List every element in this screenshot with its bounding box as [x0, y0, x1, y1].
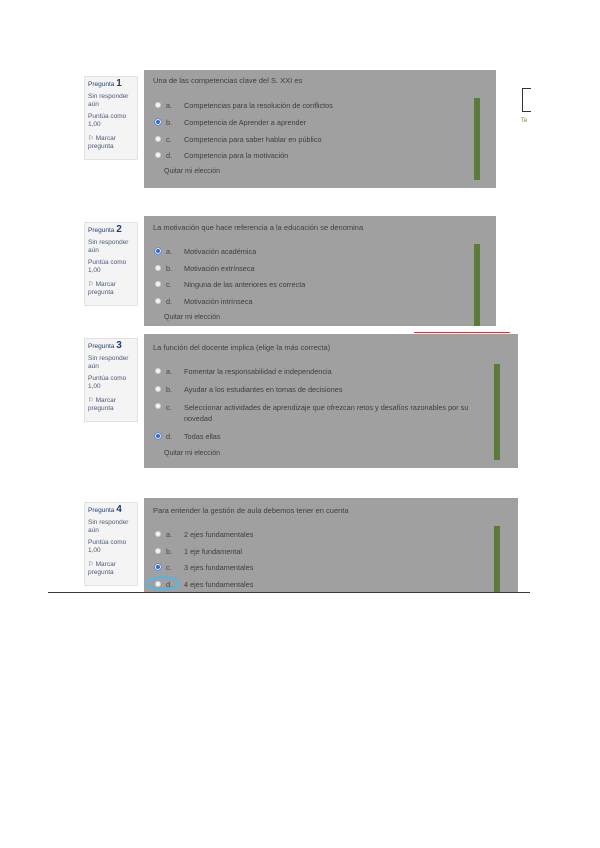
option-b[interactable]: b. 1 eje fundamental — [155, 547, 242, 556]
question-number: 3 — [116, 340, 122, 351]
highlight-circle-annotation — [146, 576, 180, 590]
clear-choice-link[interactable]: Quitar mi elección — [164, 450, 221, 457]
question-info-1 — [84, 76, 138, 160]
top-red-line — [414, 332, 510, 333]
radio-selected-icon[interactable] — [155, 433, 161, 439]
question-state: Sin responder aún — [88, 355, 129, 370]
radio-icon[interactable] — [155, 531, 161, 537]
question-card-1 — [144, 70, 496, 188]
question-text: La motivación que hace referencia a la educación se denomina — [153, 223, 364, 232]
question-text: Para entender la gestión de aula debemos tener en cuenta — [153, 506, 349, 515]
question-info-4 — [84, 502, 138, 586]
question-card-2 — [144, 216, 496, 326]
flag-question-link[interactable]: ⚐ Marcar pregunta — [88, 281, 116, 296]
question-1-screenshot — [78, 70, 530, 188]
question-score: Puntúa como 1,00 — [88, 375, 127, 390]
question-label: Pregunta — [88, 507, 115, 514]
clear-choice-link[interactable]: Quitar mi elección — [164, 314, 221, 321]
option-b[interactable]: b. Motivación extrínseca — [155, 264, 255, 273]
flag-icon: ⚐ — [88, 135, 94, 142]
option-c[interactable]: c. Competencia para saber hablar en público — [155, 135, 322, 144]
question-2-screenshot — [78, 216, 518, 326]
question-card-3 — [144, 334, 518, 468]
option-c[interactable]: c. Seleccionar actividades de aprendizaje que ofrezcan retos y desafíos razonables por su novedad — [155, 402, 473, 424]
question-number: 1 — [116, 78, 122, 89]
bottom-divider — [48, 592, 530, 593]
scrollbar[interactable] — [494, 364, 500, 460]
radio-icon[interactable] — [155, 298, 161, 304]
radio-icon[interactable] — [155, 548, 161, 554]
option-d[interactable]: d. 4 ejes fundamentales — [155, 580, 253, 589]
question-score: Puntúa como 1,00 — [88, 113, 127, 128]
option-c[interactable]: c. 3 ejes fundamentales — [155, 563, 253, 572]
flag-icon: ⚐ — [88, 561, 94, 568]
scrollbar[interactable] — [494, 526, 500, 592]
question-label: Pregunta — [88, 343, 115, 350]
question-state: Sin responder aún — [88, 239, 129, 254]
option-a[interactable]: a. Fomentar la responsabilidad e independencia — [155, 367, 332, 376]
option-a[interactable]: a. 2 ejes fundamentales — [155, 530, 253, 539]
radio-icon[interactable] — [155, 152, 161, 158]
question-state: Sin responder aún — [88, 519, 129, 534]
option-d[interactable]: d. Competencia para la motivación — [155, 151, 288, 160]
question-label: Pregunta — [88, 227, 115, 234]
option-b[interactable]: b. Competencia de Aprender a aprender — [155, 118, 306, 127]
option-c[interactable]: c. Ninguna de las anteriores es correcta — [155, 280, 305, 289]
radio-icon[interactable] — [155, 136, 161, 142]
radio-selected-icon[interactable] — [155, 119, 161, 125]
radio-icon[interactable] — [155, 265, 161, 271]
flag-icon: ⚐ — [88, 281, 94, 288]
radio-icon[interactable] — [155, 386, 161, 392]
option-b[interactable]: b. Ayudar a los estudiantes en tomas de decisiones — [155, 385, 342, 394]
question-card-4 — [144, 498, 518, 592]
radio-selected-icon[interactable] — [155, 248, 161, 254]
radio-selected-icon[interactable] — [155, 564, 161, 570]
option-d[interactable]: d. Motivación intrínseca — [155, 297, 253, 306]
question-number: 2 — [116, 224, 122, 235]
clear-choice-link[interactable]: Quitar mi elección — [164, 168, 221, 175]
question-info-2 — [84, 222, 138, 306]
question-score: Puntúa como 1,00 — [88, 539, 127, 554]
question-info-3 — [84, 338, 138, 422]
flag-question-link[interactable]: ⚐ Marcar pregunta — [88, 135, 116, 150]
flag-icon: ⚐ — [88, 397, 94, 404]
option-a[interactable]: a. Motivación académica — [155, 247, 256, 256]
question-4-screenshot — [78, 498, 530, 598]
question-number: 4 — [116, 504, 122, 515]
scrollbar[interactable] — [474, 98, 480, 180]
side-fragment-text: Te — [521, 118, 528, 124]
flag-question-link[interactable]: ⚐ Marcar pregunta — [88, 561, 116, 576]
question-state: Sin responder aún — [88, 93, 129, 108]
radio-icon[interactable] — [155, 403, 161, 409]
question-label: Pregunta — [88, 81, 115, 88]
flag-question-link[interactable]: ⚐ Marcar pregunta — [88, 397, 116, 412]
radio-icon[interactable] — [155, 281, 161, 287]
option-d[interactable]: d. Todas ellas — [155, 432, 221, 441]
radio-icon[interactable] — [155, 368, 161, 374]
question-text: Una de las competencias clave del S. XXI es — [153, 76, 303, 85]
option-a[interactable]: a. Competencias para la resolución de conflictos — [155, 101, 333, 110]
question-3-screenshot — [78, 330, 530, 468]
question-score: Puntúa como 1,00 — [88, 259, 127, 274]
radio-icon[interactable] — [155, 102, 161, 108]
question-text: La función del docente implica (elige la más correcta) — [153, 343, 331, 352]
scrollbar[interactable] — [474, 244, 480, 326]
side-panel-fragment — [518, 74, 530, 134]
